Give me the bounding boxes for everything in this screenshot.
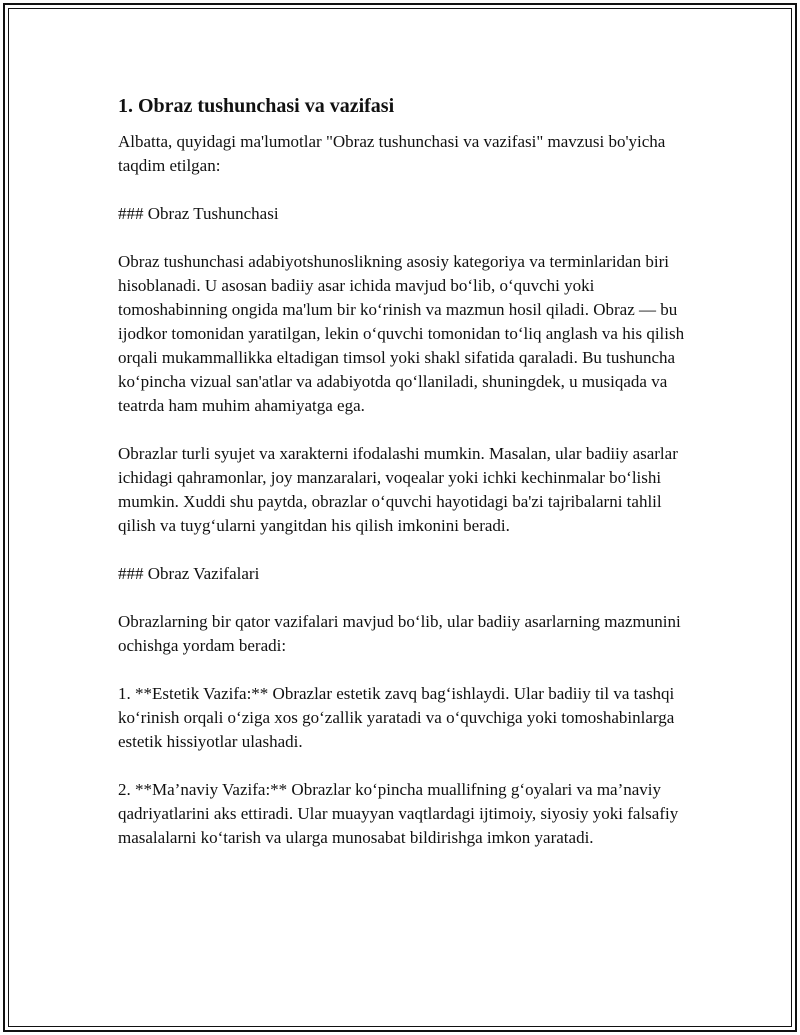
examples-paragraph: Obrazlar turli syujet va xarakterni ifodalashi mumkin. Masalan, ular badiiy asarlar ichidagi qahramonlar, joy manzaralari, voqealar yoki ichki kechinmalar bo‘lishi mumkin. Xuddi shu paytda, obrazlar o‘quvchi hayotidagi ba'zi tajribalarni tahlil qilish va tuyg‘ularni yangitdan his qilish imkonini beradi. — [118, 444, 678, 535]
document-heading: 1. Obraz tushunchasi va vazifasi — [118, 95, 395, 117]
section-heading-tushunchasi: ### Obraz Tushunchasi — [118, 204, 279, 223]
intro-paragraph: Albatta, quyidagi ma'lumotlar "Obraz tushunchasi va vazifasi" mavzusi bo'yicha taqdim etilgan: — [118, 132, 666, 175]
list-item-estetik: 1. **Estetik Vazifa:** Obrazlar estetik zavq bag‘ishlaydi. Ular badiiy til va tashqi ko‘rinish orqali o‘ziga xos go‘zallik yaratadi va o‘quvchiga yoki tomoshabinlarga estetik hissiyotlar ulashadi. — [118, 684, 675, 751]
document-body — [118, 92, 698, 850]
definition-paragraph: Obraz tushunchasi adabiyotshunoslikning asosiy kategoriya va terminlaridan biri hisoblanadi. U asosan badiiy asar ichida mavjud bo‘lib, o‘quvchi yoki tomoshabinning ongida ma'lum bir ko‘rinish va mazmun hosil qiladi. Obraz — bu ijodkor tomonidan yaratilgan, lekin o‘quvchi tomonidan to‘liq anglash va his qilish orqali mukammallikka eltadigan timsol yoki shakl sifatida qaraladi. Bu tushuncha ko‘pincha vizual san'atlar va adabiyotda qo‘llaniladi, shuningdek, u musiqada va teatrda ham muhim ahamiyatga ega. — [118, 252, 685, 415]
functions-intro-paragraph: Obrazlarning bir qator vazifalari mavjud bo‘lib, ular badiiy asarlarning mazmunini ochishga yordam beradi: — [118, 612, 681, 655]
list-item-manaviy: 2. **Ma’naviy Vazifa:** Obrazlar ko‘pincha muallifning g‘oyalari va ma’naviy qadriyatlarini aks ettiradi. Ular muayyan vaqtlardagi ijtimoiy, siyosiy yoki falsafiy masalalarni ko‘tarish va ularga munosabat bildirishga imkon yaratadi. — [118, 780, 679, 847]
section-heading-vazifalari: ### Obraz Vazifalari — [118, 564, 260, 583]
